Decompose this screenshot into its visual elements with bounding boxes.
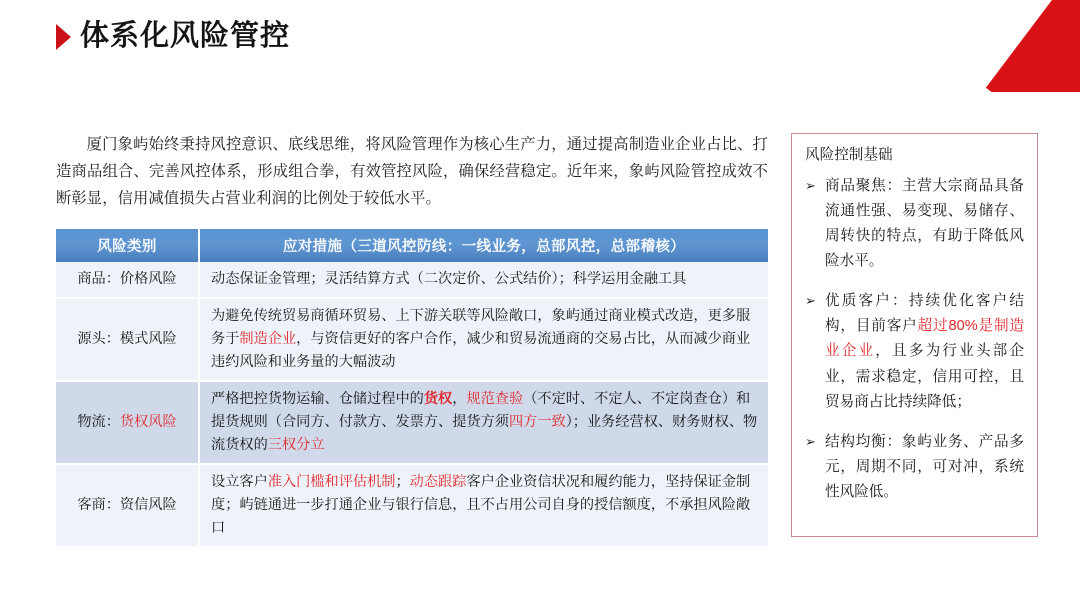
text-run: 商品聚焦：主营大宗商品具备流通性强、易变现、易储存、周转快的特点，有助于降低风险水平。 [825, 177, 1024, 270]
highlighted-text: 制造企业 [239, 330, 297, 347]
highlighted-text: 动态跟踪 [409, 473, 467, 490]
column-header-measures: 应对措施（三道风控防线：一线业务，总部风控，总部稽核） [200, 229, 768, 262]
text-run: 严格把控货物运输、仓储过程中的 [211, 390, 424, 407]
highlighted-text: 四方一致 [508, 413, 566, 430]
highlighted-text: 准入门槛和评估机制 [267, 473, 396, 490]
corner-decoration [930, 0, 1080, 92]
list-item-label [825, 174, 1024, 274]
cell-risk-measures [200, 382, 768, 465]
cell-risk-category [56, 262, 200, 299]
list-item [805, 289, 1024, 414]
cell-risk-category [56, 299, 200, 382]
text-run: 设立客户 [211, 473, 268, 490]
table-row [56, 299, 768, 382]
cell-risk-category [56, 465, 200, 548]
list-item-label [825, 289, 1024, 414]
text-run: ，且多为行业头部企业，需求稳定，信用可控，且贸易商占比持续降低； [825, 343, 1024, 410]
table-row [56, 262, 768, 299]
highlighted-text: 规范查验 [466, 390, 524, 407]
highlighted-text: 货权 [423, 390, 453, 407]
risk-basis-box [791, 133, 1038, 537]
table-body [56, 262, 768, 548]
list-item-label [825, 430, 1024, 505]
text-run: ； [395, 473, 410, 490]
text-run: 结构均衡：象屿业务、产品多元，周期不同，可对冲，系统性风险低。 [825, 433, 1024, 500]
text-run: 客商：资信风险 [77, 496, 177, 513]
sidebar-title: 风险控制基础 [805, 147, 893, 163]
text-run: 为避免传统贸易商循环贸易、上下游关联等风险敞口，象屿通过商业模式改造，更多服务于 [211, 307, 751, 347]
text-run: 优质客户：持续优化客户结构，目前客户 [825, 293, 1024, 335]
highlighted-text: 货权风险 [119, 413, 177, 430]
cell-risk-category [56, 382, 200, 465]
text-run: 商品：价格风险 [77, 270, 177, 287]
intro-paragraph: 厦门象屿始终秉持风控意识、底线思维，将风险管理作为核心生产力，通过提高制造业企业占比、打造商品组合、完善风控体系，形成组合拳，有效管控风险，确保经营稳定。近年来，象屿风险管控成效不断彰显，信用减值损失占营业利润的比例处于较低水平。 [56, 136, 768, 208]
table-row [56, 465, 768, 548]
cell-risk-measures [200, 465, 768, 548]
table-header [56, 229, 768, 262]
arrow-bullet-icon: ➢ [805, 177, 816, 193]
corner-red-band [986, 0, 1080, 92]
list-item [805, 174, 1024, 274]
triangle-marker-icon [56, 24, 71, 50]
text-run: 物流： [77, 413, 120, 430]
text-run: 客户企业资信状况和履约能力，坚持保证金制度；屿链通进一步打通企业与银行信息，且不占用公司自身的授信额度，不承担风险敞口 [211, 473, 751, 536]
column-header-category: 风险类别 [56, 229, 200, 262]
cell-risk-measures [200, 262, 768, 299]
text-run: ，与资信更好的客户合作，减少和贸易流通商的交易占比，从而减少商业违约风险和业务量的大幅波动 [211, 330, 751, 370]
risk-control-table [56, 229, 768, 548]
text-run: 动态保证金管理；灵活结算方式（二次定价、公式结价）；科学运用金融工具 [211, 270, 687, 287]
slide-title-row [56, 22, 290, 51]
corner-gray-band [1026, 0, 1080, 92]
table-header-row [56, 229, 768, 262]
page-title: 体系化风险管控 [80, 20, 291, 52]
text-run: （不定时、不定人、不定岗查仓）和提货规则（合同方、付款方、发票方、提货方须 [211, 390, 751, 430]
main-content [56, 131, 768, 548]
highlighted-text: 三权分立 [267, 436, 325, 453]
cell-risk-measures [200, 299, 768, 382]
arrow-bullet-icon: ➢ [805, 293, 816, 309]
table-row [56, 382, 768, 465]
text-run: ， [452, 390, 467, 407]
highlighted-text: 超过80%是制造业企业 [825, 318, 1024, 360]
sidebar-bullet-list [805, 174, 1024, 505]
list-item [805, 430, 1024, 505]
text-run: ）；业务经营权、财务财权、物流货权的 [211, 413, 758, 453]
text-run: 源头：模式风险 [77, 330, 177, 347]
arrow-bullet-icon: ➢ [805, 433, 816, 449]
